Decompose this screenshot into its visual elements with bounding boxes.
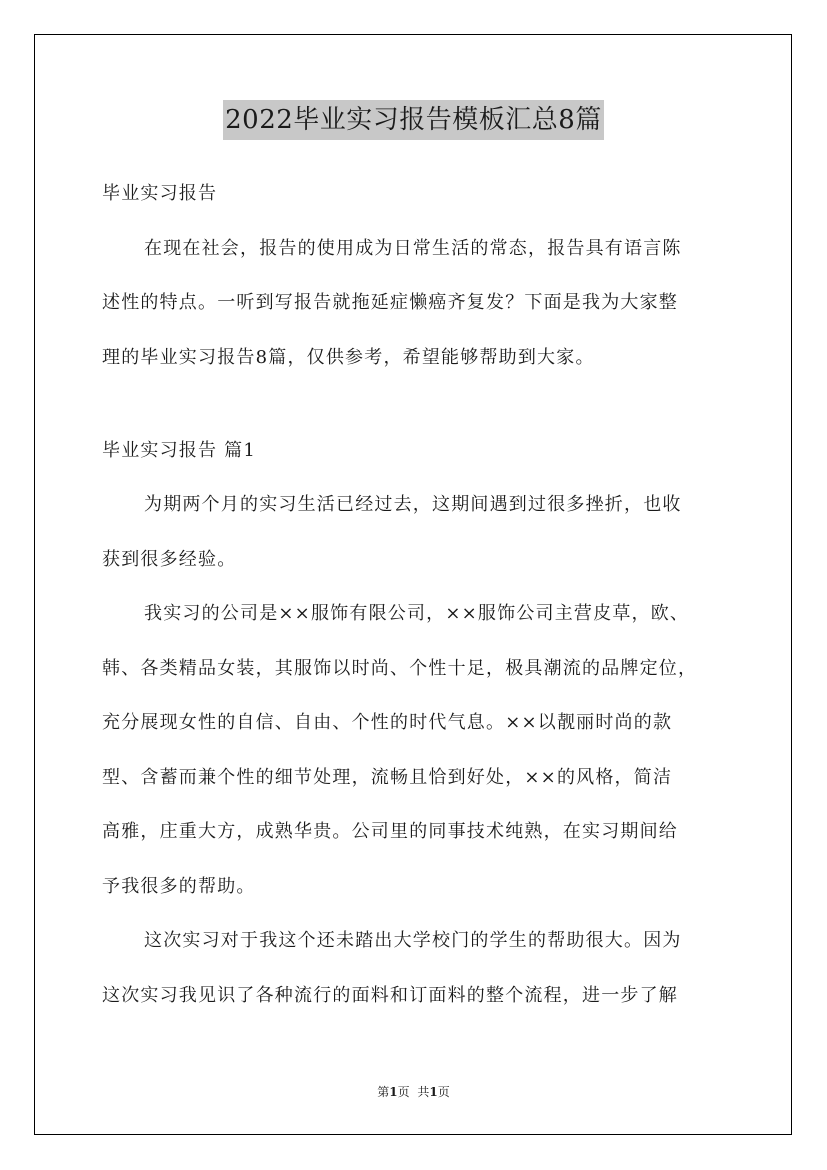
footer-total-number: 1 [429, 1085, 438, 1099]
footer-page-prefix: 第 [377, 1085, 390, 1099]
paragraph-line: 充分展现女性的自信、自由、个性的时代气息。××以靓丽时尚的款 [102, 712, 673, 733]
paragraph-line: 型、含蓄而兼个性的细节处理，流畅且恰到好处，××的风格，简洁 [102, 766, 673, 788]
paragraph-line: 这次实习我见识了各种流行的面料和订面料的整个流程，进一步了解 [102, 984, 678, 1006]
footer-total-suffix: 页 [437, 1085, 450, 1099]
paragraph-line: 在现在社会，报告的使用成为日常生活的常态，报告具有语言陈 [144, 237, 682, 259]
paragraph-line: 我实习的公司是××服饰有限公司，××服饰公司主营皮草，欧、 [144, 603, 690, 624]
paragraph-line: 高雅，庄重大方，成熟华贵。公司里的同事技术纯熟，在实习期间给 [102, 821, 678, 842]
paragraph-line: 述性的特点。一听到写报告就拖延症懒癌齐复发？下面是我为大家整 [102, 292, 678, 313]
document-body [102, 172, 732, 1028]
document-title-wrap [0, 100, 827, 140]
paragraph-line: 予我很多的帮助。 [102, 875, 256, 897]
section-heading-part-1: 毕业实习报告 篇1 [102, 439, 256, 461]
footer-page-suffix: 页 [397, 1085, 410, 1099]
footer-page-number: 1 [389, 1085, 398, 1099]
document-title: 2022毕业实习报告模板汇总8篇 [223, 100, 604, 140]
heading-graduation-report: 毕业实习报告 [102, 183, 218, 204]
paragraph-line: 这次实习对于我这个还未踏出大学校门的学生的帮助很大。因为 [144, 930, 682, 951]
paragraph-line: 获到很多经验。 [102, 548, 237, 570]
paragraph-line: 为期两个月的实习生活已经过去，这期间遇到过很多挫折，也收 [144, 494, 682, 515]
page-footer [0, 1083, 827, 1101]
paragraph-line: 韩、各类精品女装，其服饰以时尚、个性十足，极具潮流的品牌定位， [102, 657, 698, 679]
paragraph-line: 理的毕业实习报告8篇，仅供参考，希望能够帮助到大家。 [102, 346, 595, 368]
footer-total-prefix: 共 [417, 1085, 430, 1099]
